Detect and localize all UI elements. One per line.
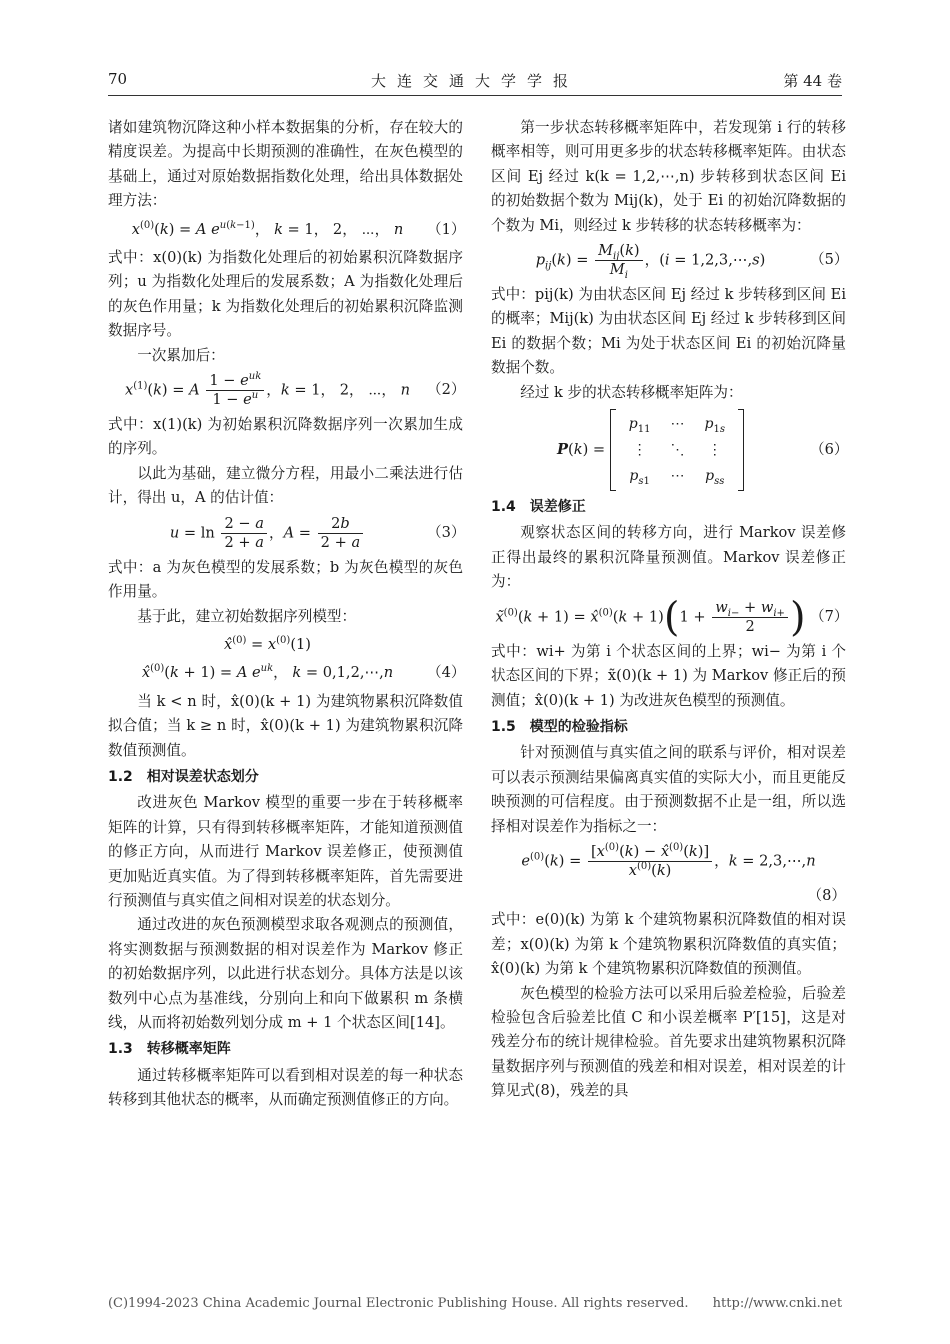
- cnki-link[interactable]: http://www.cnki.net: [712, 1296, 843, 1311]
- probability-matrix: $p_{11}$ ⋯ $p_{1s}$ ⋮ ⋱ ⋮ $p_{s1}$ ⋯ $p_{ss}$: [610, 409, 744, 491]
- volume-label: 第 44 卷: [783, 72, 842, 90]
- equation-8: $e^{(0)}(k)$ = $\frac{[x^{(0)}(k) - x̂^{(0)}(k)]}{x^{(0)}(k)}$ ，k = 2,3,⋯,n: [521, 842, 816, 879]
- paragraph: 基于此，建立初始数据序列模型：: [137, 607, 357, 625]
- paragraph: 改进灰色 Markov 模型的重要一步在于转移概率矩阵的计算，只有得到转移概率矩阵，才能知道预测值的修正方向，从而进行 Markov 误差修正，使预测值更加贴近真实值。为了得到转移概率矩阵，首先需要进行预测值与真实值之间相对误差的状态划分。: [108, 794, 463, 909]
- paragraph: 通过转移概率矩阵可以看到相对误差的每一种状态转移到其他状态的概率，从而确定预测值修正的方向。: [108, 1066, 463, 1109]
- equation-number: （5）: [810, 251, 849, 269]
- equation-4: x̂$^{(0)}$(k + 1) = A $e^{uk}$， k = 0,1,2,⋯,n （4）: [108, 661, 463, 685]
- paragraph: 式中：x(0)(k) 为指数化处理后的初始累积沉降数据序列；u 为指数化处理后的发展系数；A 为指数化处理后的灰色作用量；k 为指数化处理后的初始累积沉降监测数据序号。: [108, 249, 463, 340]
- equation-number: （2）: [427, 381, 466, 399]
- copyright-text: (C)1994-2023 China Academic Journal Electronic Publishing House. All rights reserved.: [107, 1296, 689, 1311]
- page-number: 70: [108, 70, 128, 88]
- paragraph: 第一步状态转移概率矩阵中，若发现第 i 行的转移概率相等，则可用更多步的状态转移概率矩阵。由状态区间 Ej 经过 k(k = 1,2,⋯,n) 步转移到状态区间 Ei 的初始数据个数为 Mij(k)，处于 Ei 的初始沉降数据的个数为 Mi，则经过 k 步转移的状态转移概率为：: [491, 119, 846, 234]
- equation-3: u = ln $\frac{2 - a}{2 + a}$ ，A = $\frac{2b}{2 + a}$ （3）: [169, 514, 466, 551]
- equation-4a: x̂$^{(0)}$ = $x^{(0)}(1)$: [223, 635, 311, 653]
- equation-number: （6）: [810, 440, 849, 458]
- equation-6: P(k) = $p_{11}$ ⋯ $p_{1s}$ ⋮ ⋱ ⋮ $p_{s1}$ ⋯ $p_{ss}$ （6）: [491, 409, 846, 491]
- header-rule: [108, 95, 842, 96]
- right-column: [491, 116, 849, 1104]
- equation-1: $x^{(0)}(k) = A$ $e^{u(k-1)}$， k = 1， 2， ⋯， n （1）: [108, 218, 463, 242]
- paragraph: 式中：e(0)(k) 为第 k 个建筑物累积沉降数值的相对误差；x(0)(k) 为第 k 个建筑物累积沉降数值的真实值；x̂(0)(k) 为第 k 个建筑物累积沉降数值的预测值。: [491, 911, 846, 978]
- paragraph: 当 k < n 时，x̂(0)(k + 1) 为建筑物累积沉降数值拟合值；当 k ≥ n 时，x̂(0)(k + 1) 为建筑物累积沉降数值预测值。: [108, 692, 463, 759]
- running-header: [108, 70, 842, 92]
- section-heading: 1.5 模型的检验指标: [491, 718, 628, 735]
- paragraph: 式中：wi+ 为第 i 个状态区间的上界；wi− 为第 i 个状态区间的下界；x̃(0)(k + 1) 为 Markov 修正后的预测值；x̂(0)(k + 1) 为改进灰色模型的预测值。: [491, 642, 846, 709]
- left-column: [108, 116, 466, 1113]
- equation-number: （3）: [427, 523, 466, 541]
- journal-title: 大连交通大学学报: [370, 72, 579, 90]
- paragraph: 灰色模型的检验方法可以采用后验差检验，后验差检验包含后验差比值 C 和小误差概率 P′[15]，这是对残差分布的统计规律检验。首先要求出建筑物累积沉降量数据序列与预测值的残差和相对误差，相对误差的计算见式(8)，残差的具: [491, 984, 846, 1100]
- equation-number: （7）: [810, 607, 849, 625]
- equation-2: $x^{(1)}(k) = A$ $\frac{1 - e^{uk}}{1 - e^u}$ ，k = 1， 2， ⋯， n （2）: [124, 371, 466, 409]
- paragraph: 式中：x(1)(k) 为初始累积沉降数据序列一次累加生成的序列。: [108, 416, 463, 458]
- paragraph: 观察状态区间的转移方向，进行 Markov 误差修正得出最终的累积沉降量预测值。Markov 误差修正为：: [491, 524, 846, 591]
- section-heading: 1.3 转移概率矩阵: [108, 1041, 231, 1058]
- equation-number: （8）: [807, 886, 846, 904]
- equation-5: $p_{ij}(k)$ = $\frac{M_{ij}(k)}{M_i}$ ，(i = 1,2,3,⋯,s) （5）: [535, 242, 849, 281]
- section-heading: 1.2 相对误差状态划分: [108, 768, 259, 785]
- paragraph: 经过 k 步的状态转移概率矩阵为：: [520, 383, 743, 401]
- paragraph: 以此为基础，建立微分方程，用最小二乘法进行估计，得出 u，A 的估计值：: [108, 464, 463, 507]
- paragraph: 式中：a 为灰色模型的发展系数；b 为灰色模型的灰色作用量。: [108, 558, 463, 601]
- equation-7: x̃$^{(0)}$(k + 1) = x̂$^{(0)}$(k + 1)(1 + $\frac{w_{i-} + w_{i+}}{2}$ ) （7）: [495, 594, 849, 641]
- equation-number: （4）: [427, 664, 466, 682]
- paragraph: 一次累加后：: [137, 346, 225, 364]
- copyright-footer: [0, 1296, 950, 1311]
- paragraph: 诸如建筑物沉降这种小样本数据集的分析，存在较大的精度误差。为提高中长期预测的准确性，在灰色模型的基础上，通过对原始数据指数化处理，给出具体数据处理方法：: [108, 119, 463, 210]
- paragraph: 通过改进的灰色预测模型求取各观测点的预测值，将实测数据与预测数据的相对误差作为 Markov 修正的初始数据序列，以此进行状态划分。具体方法是以该数列中心点为基准线，分别向上和向下做累积 m 条横线，从而将初始数列划分成 m + 1 个状态区间[14]。: [108, 916, 463, 1031]
- section-heading: 1.4 误差修正: [491, 499, 586, 516]
- paragraph: 针对预测值与真实值之间的联系与评价，相对误差可以表示预测结果偏离真实值的实际大小，而且更能反映预测的可信程度。由于预测数据不止是一组，所以选择相对误差作为指标之一：: [491, 744, 846, 835]
- equation-number: （1）: [427, 220, 466, 238]
- paragraph: 式中：pij(k) 为由状态区间 Ej 经过 k 步转移到区间 Ei 的概率；Mij(k) 为由状态区间 Ej 经过 k 步转移到区间 Ei 的数据个数；Mi 为处于状态区间 Ei 的初始沉降量数据个数。: [491, 286, 846, 377]
